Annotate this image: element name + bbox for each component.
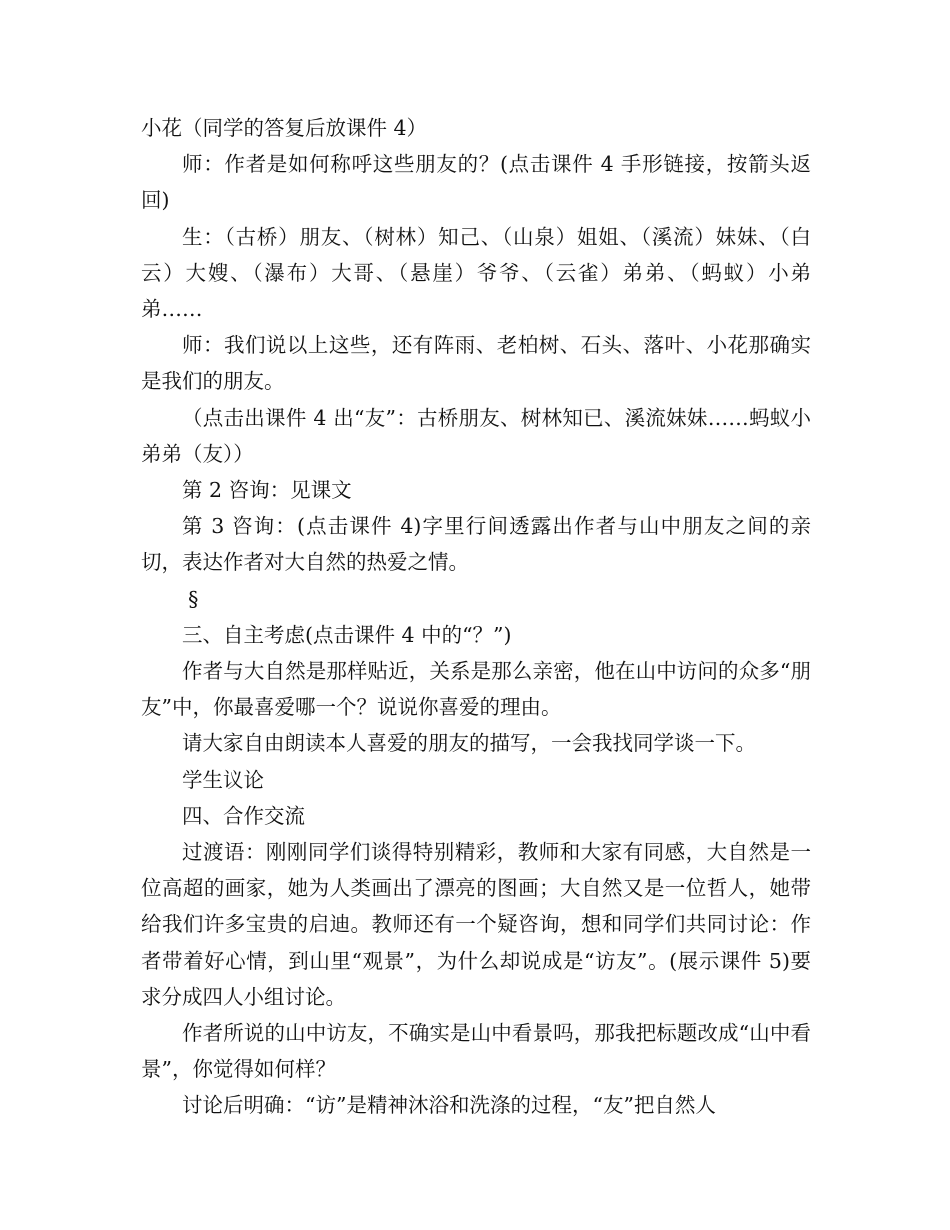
paragraph: 过渡语：刚刚同学们谈得特别精彩，教师和大家有同感，大自然是一位高超的画家，她为人类画出了漂亮的图画；大自然又是一位哲人，她带给我们许多宝贵的启迪。教师还有一个疑咨询，想和同学们共同讨论：作者带着好心情，到山里“观景”，为什么却说成是“访友”。(展示课件 5)要求分成四人小组讨论。: [141, 840, 811, 1009]
paragraph: （点击出课件 4 出“友”：古桥朋友、树林知已、溪流妹妹……蚂蚁小弟弟（友））: [141, 405, 811, 466]
paragraph: 学生议论: [182, 767, 264, 792]
document-body: [141, 110, 811, 1124]
paragraph: 请大家自由朗读本人喜爱的朋友的描写，一会我找同学谈一下。: [182, 731, 756, 756]
section-heading: 四、合作交流: [182, 803, 305, 828]
paragraph: 第 3 咨询：(点击课件 4)字里行间透露出作者与山中朋友之间的亲切，表达作者对大自然的热爱之情。: [141, 514, 811, 575]
paragraph: 作者与大自然是那样贴近，关系是那么亲密，他在山中访问的众多“朋友”中，你最喜爱哪一个？说说你喜爱的理由。: [141, 659, 811, 720]
paragraph: 师：我们说以上这些，还有阵雨、老柏树、石头、落叶、小花那确实是我们的朋友。: [141, 333, 811, 394]
paragraph: 生：（古桥）朋友、（树林）知己、（山泉）姐姐、（溪流）妹妹、（白云）大嫂、（瀑布）大哥、（悬崖）爷爷、（云雀）弟弟、（蚂蚁）小弟弟……: [141, 224, 811, 322]
paragraph: 作者所说的山中访友，不确实是山中看景吗，那我把标题改成“山中看景”，你觉得如何样？: [141, 1021, 811, 1082]
paragraph: 师：作者是如何称呼这些朋友的？(点击课件 4 手形链接，按箭头返回): [141, 152, 811, 213]
section-mark: §: [188, 586, 199, 611]
paragraph: 第 2 咨询：见课文: [182, 478, 352, 503]
paragraph: 讨论后明确：“访”是精神沐浴和洗涤的过程，“友”把自然人: [182, 1093, 716, 1118]
paragraph: 小花（同学的答复后放课件 4）: [141, 116, 428, 140]
section-heading: 三、自主考虑(点击课件 4 中的“？”): [182, 622, 512, 647]
